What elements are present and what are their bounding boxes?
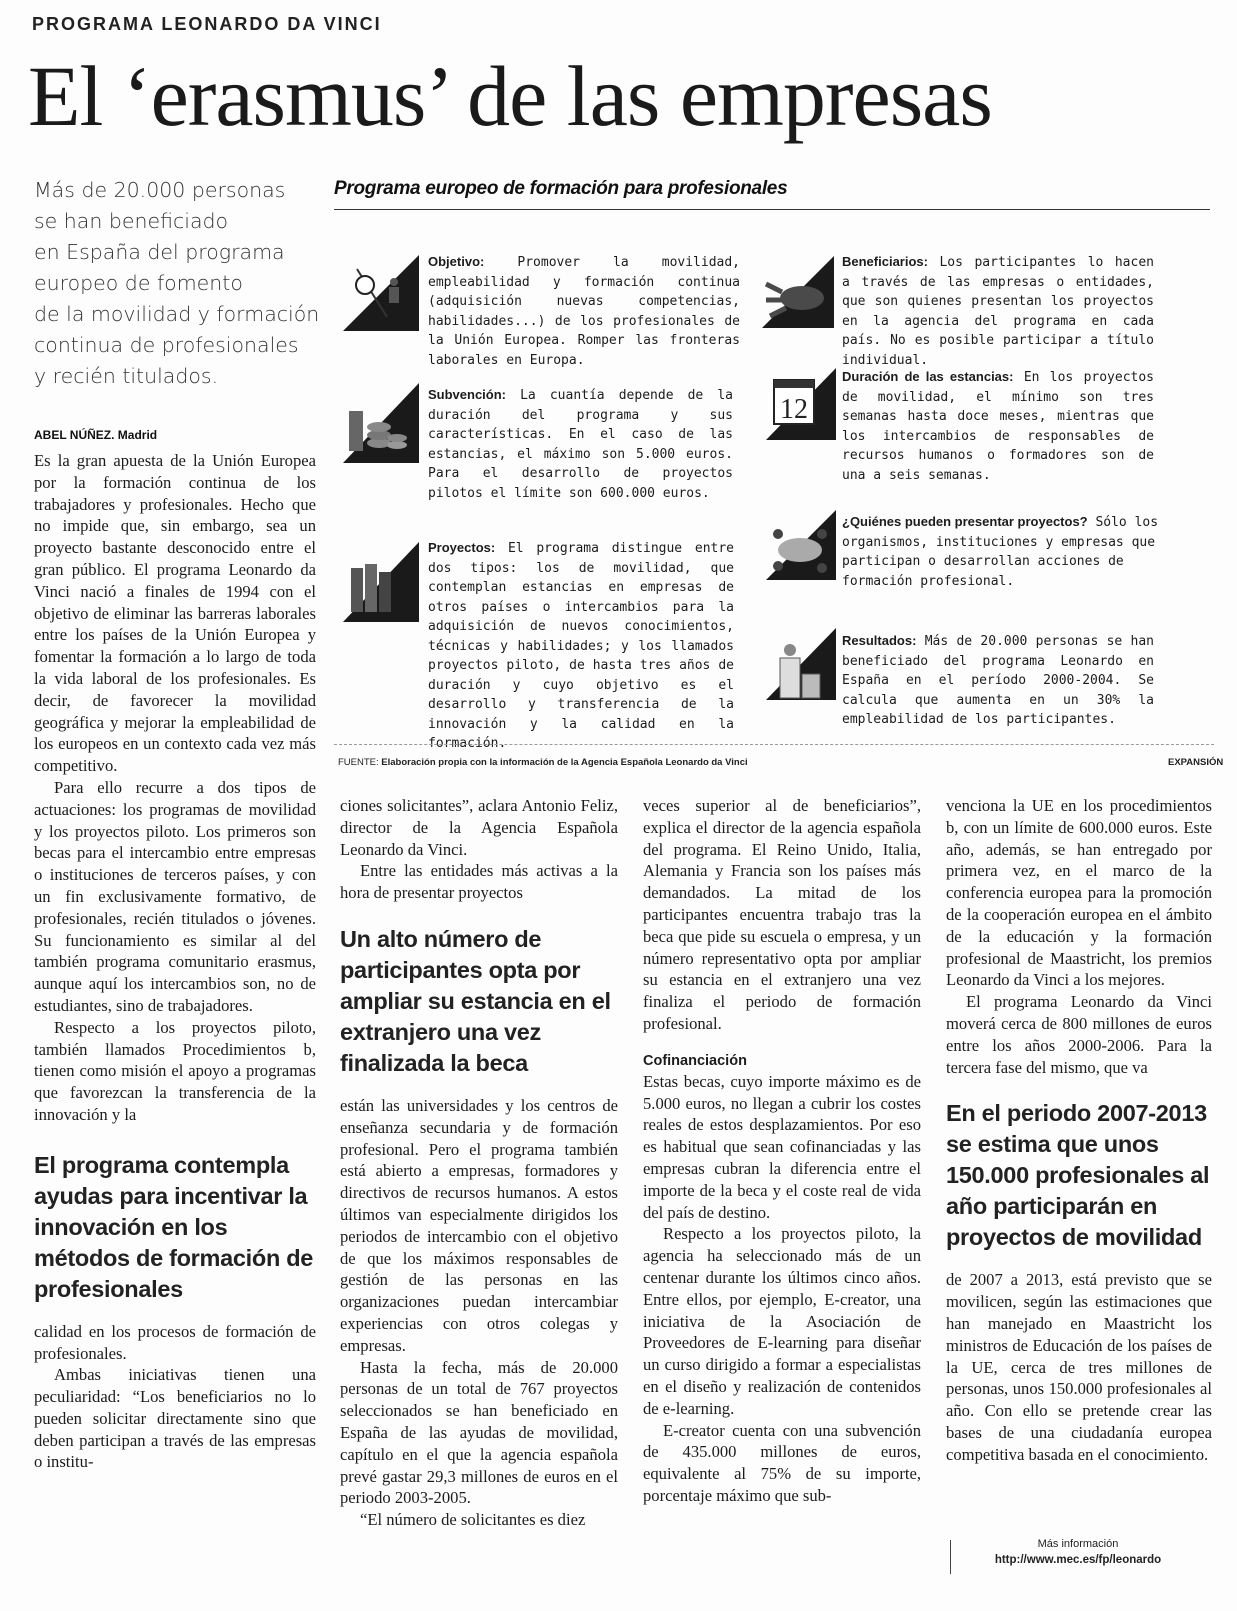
- paragraph: Es la gran apuesta de la Unión Europea por la formación continua de los trabajadores y profesionales. Hecho que no impide que, sin embargo, sea un proyecto bastante desconocido entre el gran público. El programa Leonardo da Vinci nació a finales de 1994 con el objetivo de eliminar las barreras laborales entre los países de la Unión Europea y fomentar la formación a lo largo de toda la vida laboral de los profesionales. Es decir, de favorecer la movilidad geográfica y mejorar la empleabilidad de los europeos en un contexto cada vez más competitivo.: [34, 451, 316, 776]
- article-column-1: [34, 450, 316, 1473]
- paragraph: El programa Leonardo da Vinci moverá cerca de 800 millones de euros entre los años 2000-2006. Para la tercera fase del mismo, que va: [946, 992, 1212, 1077]
- deck-line: en España del programa: [34, 240, 285, 264]
- paragraph: Respecto a los proyectos piloto, también llamados Procedimientos b, tienen como misión el apoyo a programas que favorezcan la transferencia de la innovación y la: [34, 1017, 316, 1124]
- article-column-2: [340, 795, 618, 1531]
- more-info: [942, 1538, 1214, 1566]
- infobox-item-subvencion: [428, 385, 733, 503]
- deck-line: de la movilidad y formación: [34, 302, 320, 326]
- infobox-item-proyectos: [428, 538, 734, 754]
- infobox-item-objetivo: [428, 252, 740, 370]
- pull-quote: Un alto número de participantes opta por ampliar su estancia en el extranjero una vez finalizada la beca: [340, 925, 611, 1076]
- hand-icon: [762, 256, 834, 328]
- infobox-item-quienes: [842, 512, 1164, 591]
- calendar-icon: [766, 368, 836, 440]
- coins-icon: [343, 383, 419, 463]
- paragraph: Entre las entidades más activas a la hora de presentar proyectos: [340, 861, 618, 903]
- item-text: Más de 20.000 personas se han beneficiado del programa Leonardo en España en el período 2000-2004. Se calcula que aumenta en un 30% la empleabilidad de los participantes.: [842, 634, 1154, 727]
- paragraph: Estas becas, cuyo importe máximo es de 5.000 euros, no llegan a cubrir los costes reales de estos desplazamientos. Por eso es habitual que sean cofinanciadas y las empresas cubran la diferencia entre el importe de la beca y el coste real de vida del país de destino.: [643, 1071, 921, 1222]
- infobox-rule: [334, 209, 1210, 210]
- paragraph: Hasta la fecha, más de 20.000 personas de un total de 767 proyectos seleccionados se han beneficiado en España de las ayudas de movilidad, capítulo en el que la agencia española prevé gastar 29,3 millones de euros en el periodo 2003-2005.: [340, 1357, 618, 1508]
- item-label: Duración de las estancias:: [842, 369, 1014, 384]
- paragraph: están las universidades y los centros de enseñanza secundaria y de formación profesional. Pero el programa también está abierto a empresas, formadores y directivos de recursos humanos. A estos últimos van especialmente dirigidos los periodos de intercambio con el objetivo de que los máximos responsables de gestión de las personas en las organizaciones puedan intercambiar experiencias con otros colegas y empresas.: [340, 1095, 618, 1355]
- paragraph: E-creator cuenta con una subvención de 435.000 millones de euros, equivalente al 75% de su importe, porcentaje máximo que sub-: [643, 1420, 921, 1505]
- infobox-title: Programa europeo de formación para profesionales: [334, 178, 788, 199]
- subheading: Cofinanciación: [643, 1052, 747, 1069]
- item-text: La cuantía depende de la duración del programa y sus características. En el caso de las estancias, el máximo son 5.000 euros. Para el desarrollo de proyectos pilotos el límite son 600.000 euros.: [428, 388, 733, 501]
- byline: ABEL NÚÑEZ. Madrid: [34, 428, 158, 442]
- signpost-icon: [343, 255, 419, 331]
- item-text: Los participantes lo hacen a través de las empresas o entidades, que son quienes presentan los proyectos en la agencia del programa en cada país. No es posible participar a título individual.: [842, 255, 1154, 368]
- deck-line: y recién titulados.: [34, 364, 219, 388]
- item-label: Resultados:: [842, 633, 917, 648]
- infobox-item-resultados: [842, 631, 1154, 730]
- meeting-table-icon: [766, 510, 836, 580]
- infobox-item-duracion: [842, 367, 1154, 485]
- paragraph: Para ello recurre a dos tipos de actuaciones: los programas de movilidad y los proyectos piloto. Los primeros son becas para el intercambio entre empresas o instituciones de terceros países, y con un fin exclusivamente formativo, de profesionales, recién titulados o jóvenes. Su funcionamiento es similar al del también programa comunitario erasmus, aunque aquí los intercambios son, no de estudiantes, sino de trabajadores.: [34, 777, 316, 1015]
- more-info-label: Más información: [1037, 1538, 1119, 1550]
- deck-line: se han beneficiado: [34, 209, 229, 233]
- more-info-link[interactable]: http://www.mec.es/fp/leonardo: [994, 1554, 1162, 1566]
- section-label: PROGRAMA LEONARDO DA VINCI: [32, 14, 382, 34]
- paragraph: Ambas iniciativas tienen una peculiaridad: “Los beneficiarios no lo pueden solicitar directamente sino que deben participan a través de las empresas o institu-: [34, 1365, 316, 1472]
- paragraph: Respecto a los proyectos piloto, la agencia ha seleccionado más de un centenar durante los últimos cinco años. Entre ellos, por ejemplo, E-creator, una iniciativa de la Asociación de Proveedores de E-learning para diseñar un curso dirigido a formar a especialistas en el diseño y realización de contenidos de e-learning.: [643, 1224, 921, 1418]
- deck-line: Más de 20.000 personas: [34, 178, 286, 202]
- article-column-3: [643, 795, 921, 1507]
- item-label: ¿Quiénes pueden presentar proyectos?: [842, 514, 1088, 529]
- paragraph: ciones solicitantes”, aclara Antonio Feliz, director de la Agencia Española Leonardo da Vinci.: [340, 796, 618, 859]
- item-label: Objetivo:: [428, 254, 485, 269]
- deck-line: europeo de fomento: [34, 271, 243, 295]
- podium-icon: [766, 628, 836, 700]
- item-label: Proyectos:: [428, 540, 496, 555]
- infobox-item-beneficiarios: [842, 252, 1154, 370]
- pull-quote: El programa contempla ayudas para incentivar la innovación en los métodos de formación de profesionales: [34, 1151, 314, 1302]
- article-column-4: [946, 795, 1212, 1466]
- headline: El ‘erasmus’ de las empresas: [28, 48, 992, 144]
- item-text: En los proyectos de movilidad, el mínimo son tres semanas hasta doce meses, mientras que los intercambios de responsables de recursos humanos o formadores son de una a seis semanas.: [842, 370, 1155, 483]
- calendar-number: 12: [780, 394, 808, 425]
- item-label: Beneficiarios:: [842, 254, 928, 269]
- paragraph: “El número de solicitantes es diez: [360, 1510, 586, 1530]
- paragraph: veces superior al de beneficiarios”, explica el director de la agencia española del programa. El Reino Unido, Italia, Alemania y Francia son los países más demandados. La mitad de los participantes encuentra trabajo tras la beca que pide su escuela o empresa, y un número representativo opta por ampliar su estancia en el extranjero una vez finaliza el periodo de formación profesional.: [643, 796, 921, 1033]
- item-text: Promover la movilidad, empleabilidad y formación continua (adquisición nuevas competencias, habilidades...) de los profesionales de la Unión Europea. Romper las fronteras laborales en Europa.: [428, 255, 741, 368]
- deck-line: continua de profesionales: [34, 333, 299, 357]
- item-text: El programa distingue entre dos tipos: los de movilidad, que contemplan estancias en empresas de otros países o intercambios para la adquisición de nuevos conocimientos, técnicas y habilidades; y los llamados proyectos piloto, de hasta tres años de duración y cuyo objetivo es el desarrollo y transferencia de la innovación y la calidad en la formación.: [428, 541, 735, 751]
- item-label: Subvención:: [428, 387, 507, 402]
- publisher-credit: EXPANSIÓN: [1168, 757, 1224, 768]
- source-label: FUENTE:: [338, 757, 379, 768]
- item-text: Sólo los organismos, instituciones y empresas que participan o desarrollan acciones de formación profesional.: [842, 515, 1159, 589]
- deck: [34, 175, 334, 392]
- paragraph: de 2007 a 2013, está previsto que se movilicen, según las estimaciones que han manejado en Maastricht los ministros de Educación de los países de la UE, cerca de tres millones de personas, unos 150.000 profesionales al año. Con ello se pretende crear las bases de una ciudadanía europea competitiva basada en el conocimiento.: [946, 1270, 1212, 1464]
- books-icon: [343, 542, 419, 622]
- paragraph: calidad en los procesos de formación de profesionales.: [34, 1321, 316, 1363]
- source-note: [338, 757, 748, 768]
- source-text: Elaboración propia con la información de la Agencia Española Leonardo da Vinci: [381, 757, 748, 768]
- infobox-bottom-rule: [334, 744, 1214, 745]
- pull-quote: En el periodo 2007-2013 se estima que unos 150.000 profesionales al año participarán en proyectos de movilidad: [946, 1100, 1210, 1251]
- paragraph: venciona la UE en los procedimientos b, con un límite de 600.000 euros. Este año, además, se han entregado por primera vez, en el marco de la conferencia europea para la promoción de la cooperación europea en el ámbito de la educación y la formación profesional de Maastricht, los premios Leonardo da Vinci a los mejores.: [946, 796, 1212, 990]
